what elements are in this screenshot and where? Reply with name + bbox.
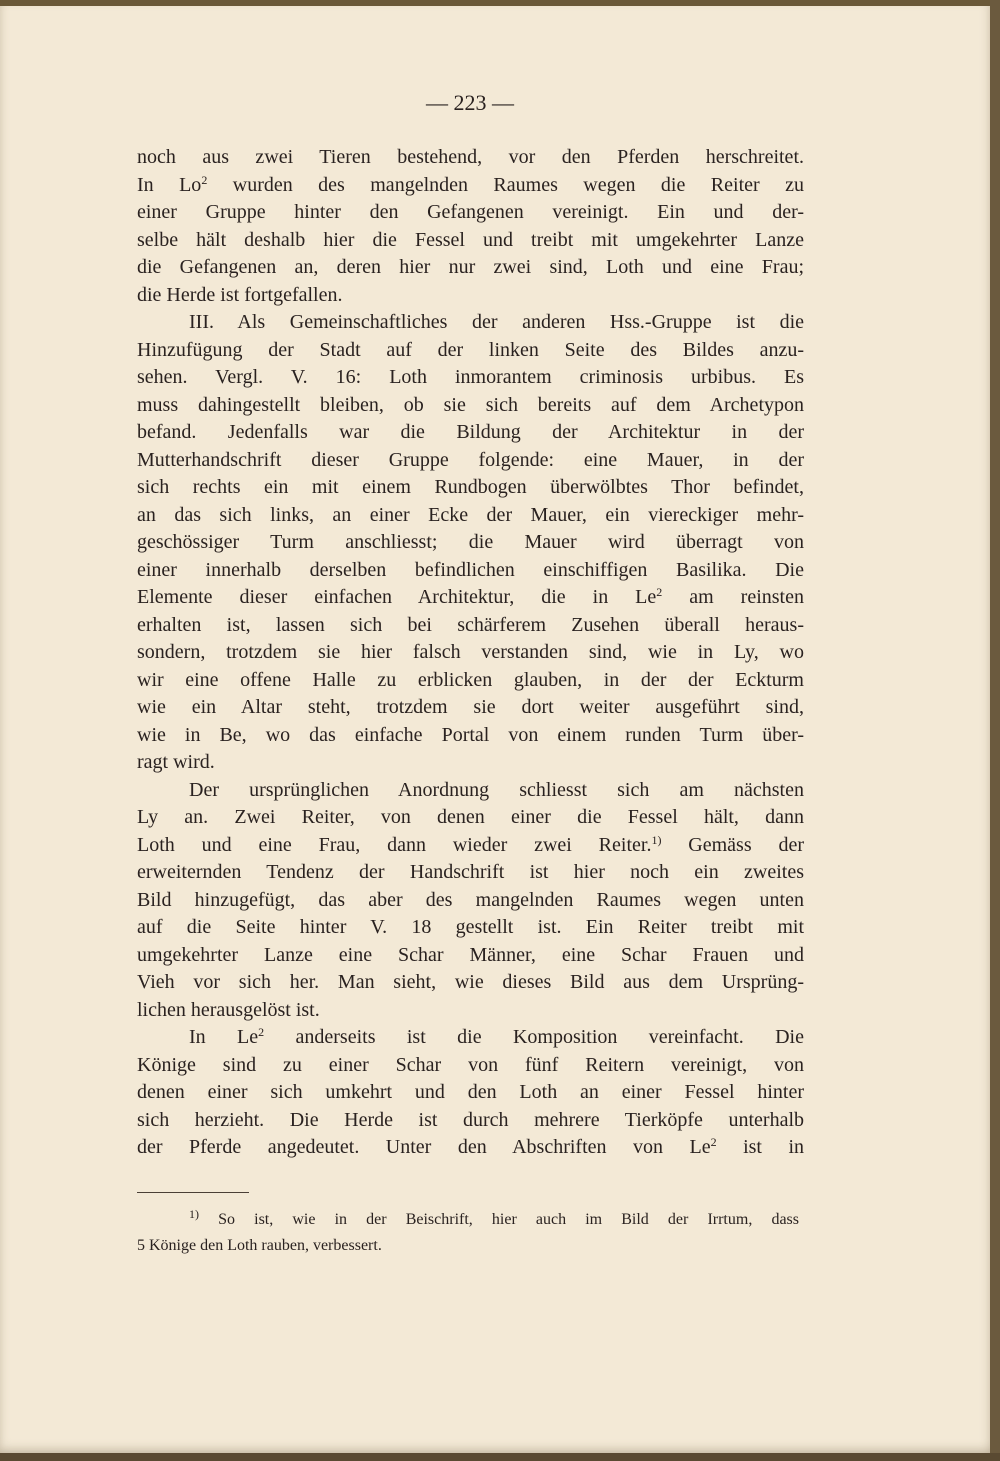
text-line: erhalten ist, lassen sich bei schärferem Zusehen überall heraus- xyxy=(137,613,804,636)
text-line: Der ursprünglichen Anordnung schliesst sich am nächsten xyxy=(189,778,804,801)
text-line: einer innerhalb derselben befindlichen einschiffigen Basilika. Die xyxy=(137,558,804,581)
footnote-rule xyxy=(137,1192,249,1193)
footnote xyxy=(137,1207,799,1259)
page-number: — 223 — xyxy=(426,90,514,115)
text-line: Ly an. Zwei Reiter, von denen einer die Fessel hält, dann xyxy=(137,806,804,828)
book-edge-right xyxy=(990,0,1000,1461)
text-line: ragt wird. xyxy=(137,751,215,773)
text-line: sich herzieht. Die Herde ist durch mehrere Tierköpfe unterhalb xyxy=(137,1108,804,1131)
text-line: In Le$^2$ anderseits ist die Komposition vereinfacht. Die xyxy=(189,1025,804,1048)
text-line: geschössiger Turm anschliesst; die Mauer wird überragt von xyxy=(137,531,804,553)
text-line: selbe hält deshalb hier die Fessel und treibt mit umgekehrter Lanze xyxy=(137,228,804,251)
text-line: umgekehrter Lanze eine Schar Männer, eine Schar Frauen und xyxy=(137,943,804,966)
text-line: Vieh vor sich her. Man sieht, wie dieses Bild aus dem Ursprüng- xyxy=(137,971,804,993)
text-line: der Pferde angedeutet. Unter den Abschriften von Le$^2$ ist in xyxy=(137,1135,804,1158)
text-line: Loth und eine Frau, dann wieder zwei Reiter.$^{1)}$ Gemäss der xyxy=(137,832,804,856)
text-line: sich rechts ein mit einem Rundbogen überwölbtes Thor befindet, xyxy=(137,476,804,498)
text-line: Mutterhandschrift dieser Gruppe folgende: eine Mauer, in der xyxy=(137,448,804,471)
text-line: lichen herausgelöst ist. xyxy=(137,998,320,1021)
text-line: denen einer sich umkehrt und den Loth an einer Fessel hinter xyxy=(137,1081,804,1103)
text-line: Könige sind zu einer Schar von fünf Reitern vereinigt, von xyxy=(137,1053,804,1076)
text-line: die Herde ist fortgefallen. xyxy=(137,283,343,306)
footnote-line: $^{1)}$ So ist, wie in der Beischrift, hier auch im Bild der Irrtum, dass xyxy=(189,1207,799,1228)
text-line: sehen. Vergl. V. 16: Loth inmorantem criminosis urbibus. Es xyxy=(137,366,804,388)
text-line: die Gefangenen an, deren hier nur zwei sind, Loth und eine Frau; xyxy=(137,256,804,278)
footnote-line: 5 Könige den Loth rauben, verbessert. xyxy=(137,1237,382,1254)
superscript: 2 xyxy=(258,1025,265,1039)
text-line: wir eine offene Halle zu erblicken glauben, in der der Eckturm xyxy=(137,668,804,691)
text-line: erweiternden Tendenz der Handschrift ist hier noch ein zweites xyxy=(137,861,804,883)
text-line: Hinzufügung der Stadt auf der linken Seite des Bildes anzu- xyxy=(137,338,804,361)
text-line: an das sich links, an einer Ecke der Mauer, ein viereckiger mehr- xyxy=(137,503,804,526)
superscript: 2 xyxy=(656,585,663,599)
text-line: auf die Seite hinter V. 18 gestellt ist. Ein Reiter treibt mit xyxy=(137,916,804,938)
text-line: sondern, trotzdem sie hier falsch verstanden sind, wie in Ly, wo xyxy=(137,641,804,663)
footnote-reference: 1) xyxy=(651,832,662,847)
superscript: 2 xyxy=(201,172,208,187)
text-line: muss dahingestellt bleiben, ob sie sich bereits auf dem Archetypon xyxy=(137,393,804,416)
text-line: einer Gruppe hinter den Gefangenen vereinigt. Ein und der- xyxy=(137,201,804,223)
page-top-edge xyxy=(0,0,1000,6)
text-line: Elemente dieser einfachen Architektur, die in Le$^2$ am reinsten xyxy=(137,585,804,608)
text-line: noch aus zwei Tieren bestehend, vor den Pferden herschreitet. xyxy=(137,146,804,168)
text-line: wie ein Altar steht, trotzdem sie dort weiter ausgeführt sind, xyxy=(137,696,804,718)
text-line: Bild hinzugefügt, das aber des mangelnden Raumes wegen unten xyxy=(137,888,804,911)
text-line: befand. Jedenfalls war die Bildung der Architektur in der xyxy=(137,421,804,443)
superscript: 2 xyxy=(710,1135,717,1149)
text-line: wie in Be, wo das einfache Portal von einem runden Turm über- xyxy=(137,723,804,746)
main-text xyxy=(137,144,804,1162)
footnote-marker: 1) xyxy=(189,1207,199,1221)
text-line: In Lo$^2$ wurden des mangelnden Raumes wegen die Reiter zu xyxy=(137,172,804,196)
book-edge-bottom xyxy=(0,1453,1000,1461)
text-line: III. Als Gemeinschaftliches der anderen Hss.-Gruppe ist die xyxy=(189,311,804,333)
